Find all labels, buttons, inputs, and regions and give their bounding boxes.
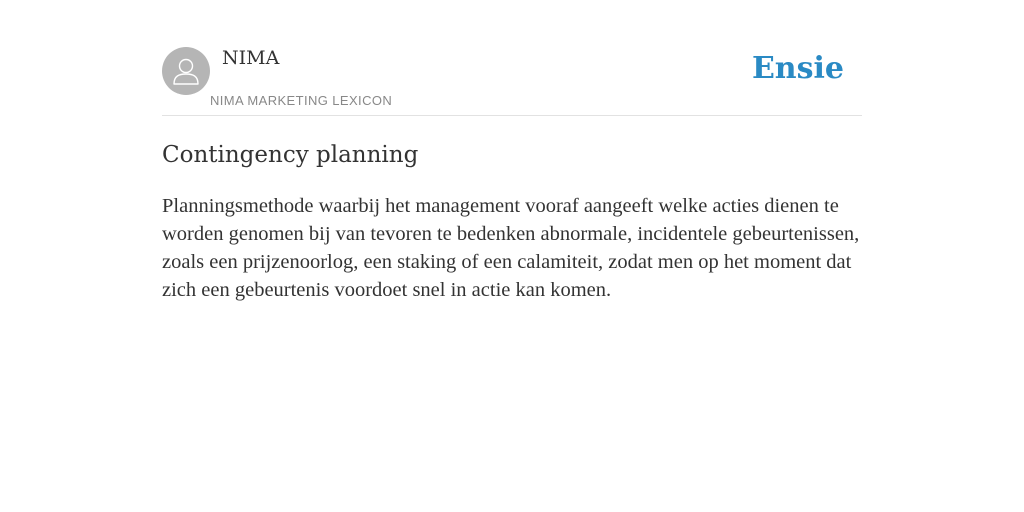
entry-header — [162, 0, 862, 116]
brand-logo[interactable]: Ensie — [751, 51, 844, 86]
entry-title: Contingency planning — [162, 142, 419, 168]
author-avatar[interactable] — [162, 47, 210, 95]
user-silhouette-icon — [162, 47, 210, 95]
author-name[interactable]: NIMA — [222, 47, 280, 69]
entry-definition: Planningsmethode waarbij het management vooraf aangeeft welke acties dienen te worden genomen bij van tevoren te bedenken abnormale, incidentele gebeurtenissen, zoals een prijzenoorlog, een staking of een calamiteit, zodat men op het moment dat zich een gebeurtenis voordoet snel in actie kan komen. — [162, 195, 860, 301]
entry-card — [162, 0, 862, 301]
author-subtitle[interactable]: NIMA MARKETING LEXICON — [210, 93, 393, 108]
